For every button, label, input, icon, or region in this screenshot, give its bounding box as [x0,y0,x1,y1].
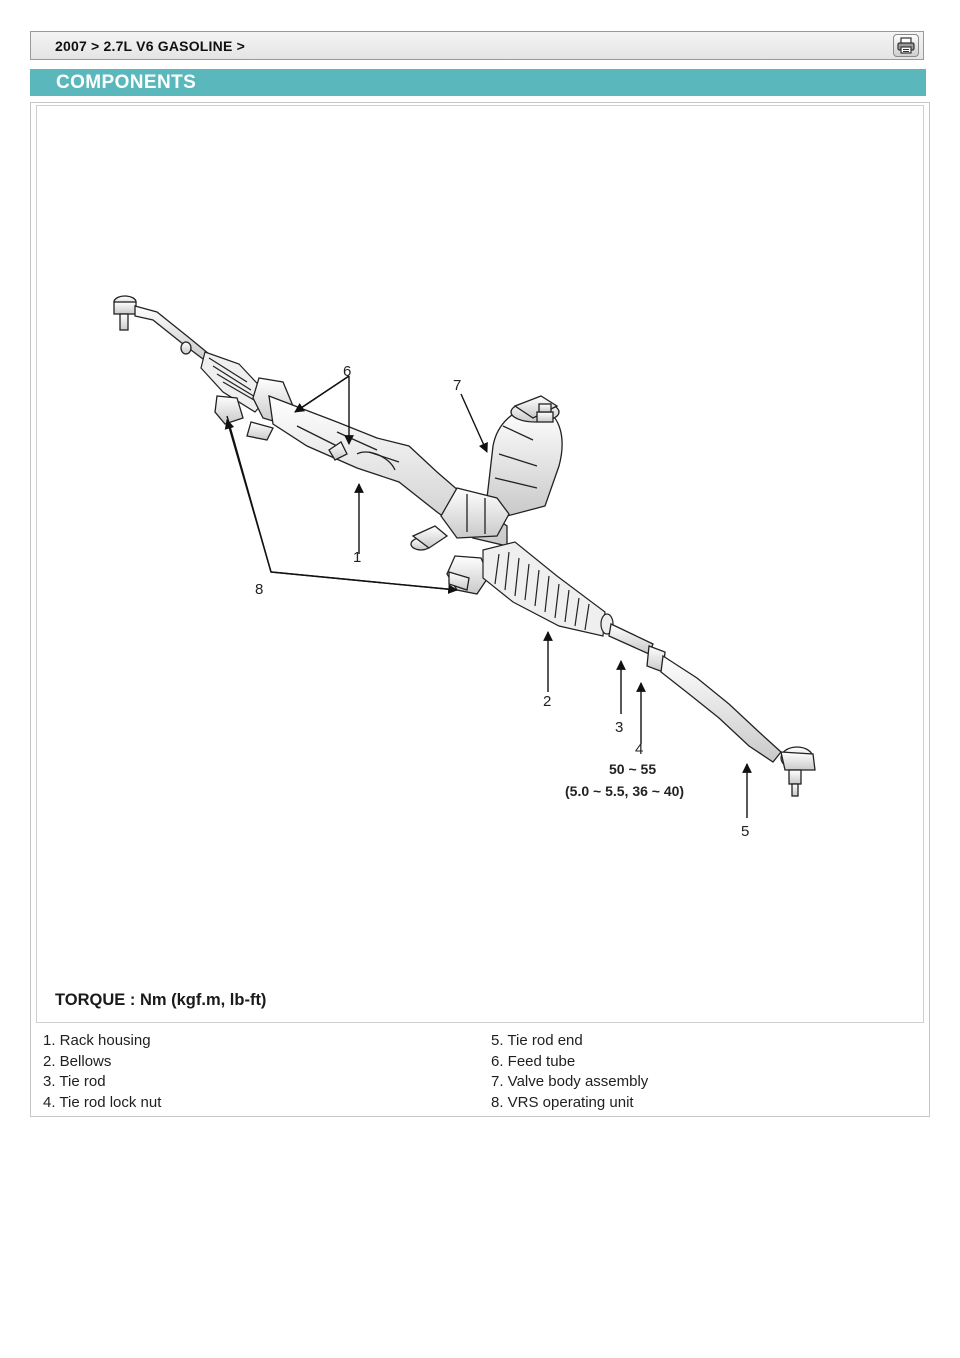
legend-item: 3. Tie rod [43,1073,106,1090]
right-bellows [483,542,613,636]
legend-item: 7. Valve body assembly [491,1073,649,1090]
callout-8: 8 [255,581,264,598]
breadcrumb: 2007 > 2.7L V6 GASOLINE > [55,38,245,54]
torque-note: TORQUE : Nm (kgf.m, lb-ft) [55,991,267,1009]
diagram-panel [36,105,924,1023]
legend-item: 6. Feed tube [491,1052,576,1070]
legend-left [43,1031,161,1113]
callout-3: 3 [615,719,624,736]
legend-item: 8. VRS operating unit [491,1093,634,1111]
legend-right [491,1031,648,1113]
callout-6: 6 [343,363,352,380]
section-title-bar [30,69,926,96]
callout-7: 7 [453,377,462,394]
legend-item: 1. Rack housing [43,1032,151,1049]
header-bar [30,31,924,60]
left-tie-rod [114,296,209,362]
callout-5: 5 [741,823,750,840]
torque-value-imperial: (5.0 ~ 5.5, 36 ~ 40) [565,783,685,799]
callout-1: 1 [353,549,362,566]
callout-4: 4 [635,741,644,758]
legend-item: 5. Tie rod end [491,1032,583,1049]
legend-item: 4. Tie rod lock nut [43,1093,162,1111]
legend-item: 2. Bellows [43,1052,112,1070]
valve-body-assembly [441,396,562,538]
components-figure [30,102,930,1117]
torque-value: 50 ~ 55 [609,761,657,777]
steering-gear-diagram [37,106,923,986]
callout-2: 2 [543,693,552,710]
printer-icon [897,37,915,54]
section-title: COMPONENTS [56,72,197,93]
print-button[interactable] [893,34,919,57]
